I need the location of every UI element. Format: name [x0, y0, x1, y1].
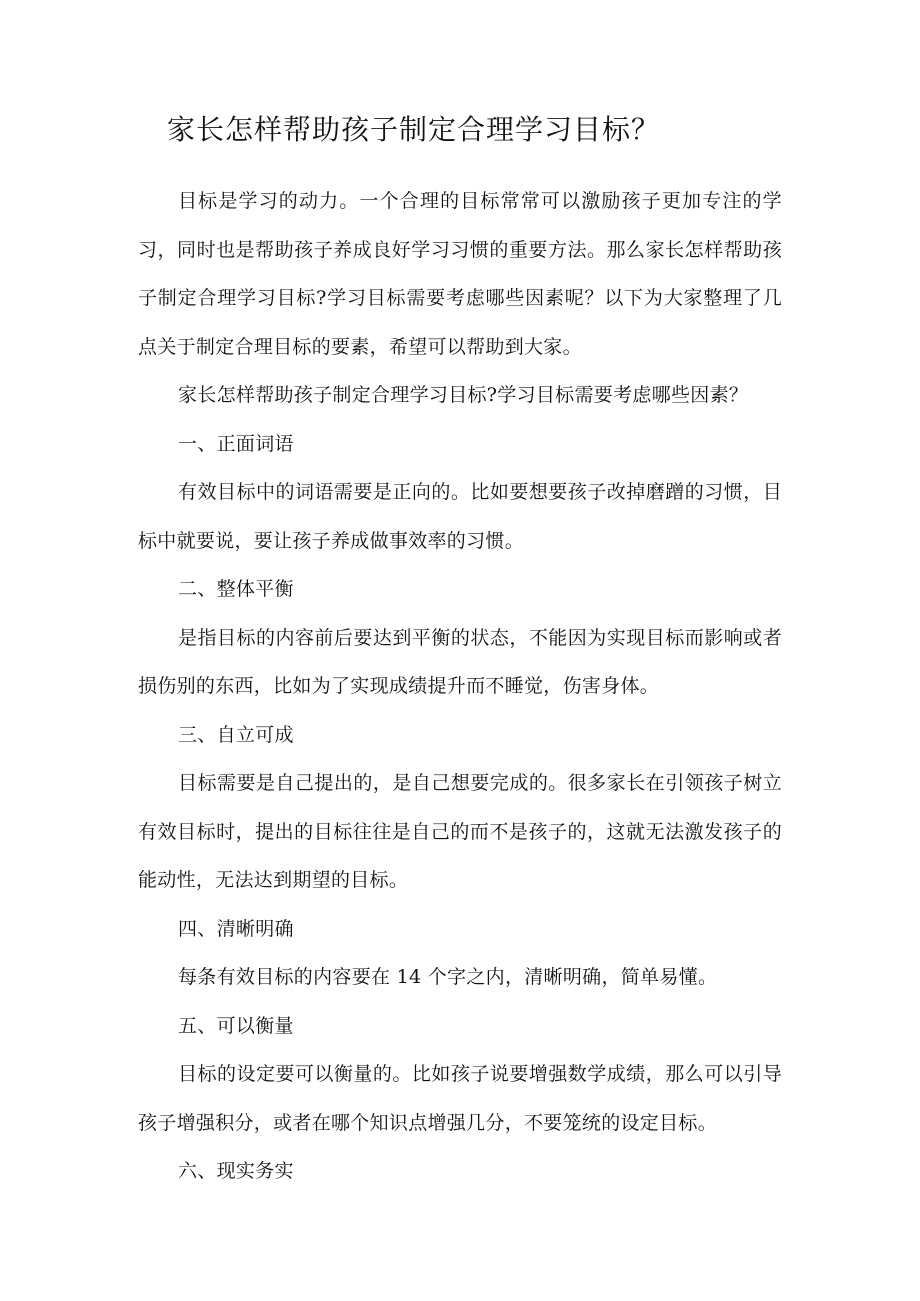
section-body-1: 有效目标中的词语需要是正向的。比如要想要孩子改掉磨蹭的习惯，目标中就要说，要让孩子养成做事效率的习惯。: [138, 481, 782, 552]
section-body-2: 是指目标的内容前后要达到平衡的状态，不能因为实现目标而影响或者损伤别的东西，比如为了实现成绩提升而不睡觉，伤害身体。: [138, 626, 782, 697]
section-heading-5: 五、可以衡量: [178, 1014, 294, 1037]
document-title: 家长怎样帮助孩子制定合理学习目标？: [167, 113, 661, 146]
section-body-5: 目标的设定要可以衡量的。比如孩子说要增强数学成绩，那么可以引导孩子增强积分，或者在哪个知识点增强几分，不要笼统的设定目标。: [138, 1063, 782, 1134]
section-heading-3: 三、自立可成: [178, 723, 294, 746]
section-body-3: 目标需要是自己提出的，是自己想要完成的。很多家长在引领孩子树立有效目标时，提出的目标往往是自己的而不是孩子的，这就无法激发孩子的能动性，无法达到期望的目标。: [138, 772, 782, 891]
section-heading-1: 一、正面词语: [178, 432, 294, 455]
section-heading-6: 六、现实务实: [178, 1160, 294, 1182]
section-body-4: 每条有效目标的内容要在 14 个字之内，清晰明确，简单易懂。: [178, 966, 718, 988]
section-heading-4: 四、清晰明确: [178, 917, 294, 940]
intro-paragraph: 目标是学习的动力。一个合理的目标常常可以激励孩子更加专注的学习，同时也是帮助孩子养成良好学习习惯的重要方法。那么家长怎样帮助孩子制定合理学习目标?学习目标需要考虑哪些因素呢？以下为大家整理了几点关于制定合理目标的要素，希望可以帮助到大家。: [138, 190, 782, 358]
question-paragraph: 家长怎样帮助孩子制定合理学习目标?学习目标需要考虑哪些因素？: [178, 384, 749, 406]
section-heading-2: 二、整体平衡: [178, 578, 294, 600]
